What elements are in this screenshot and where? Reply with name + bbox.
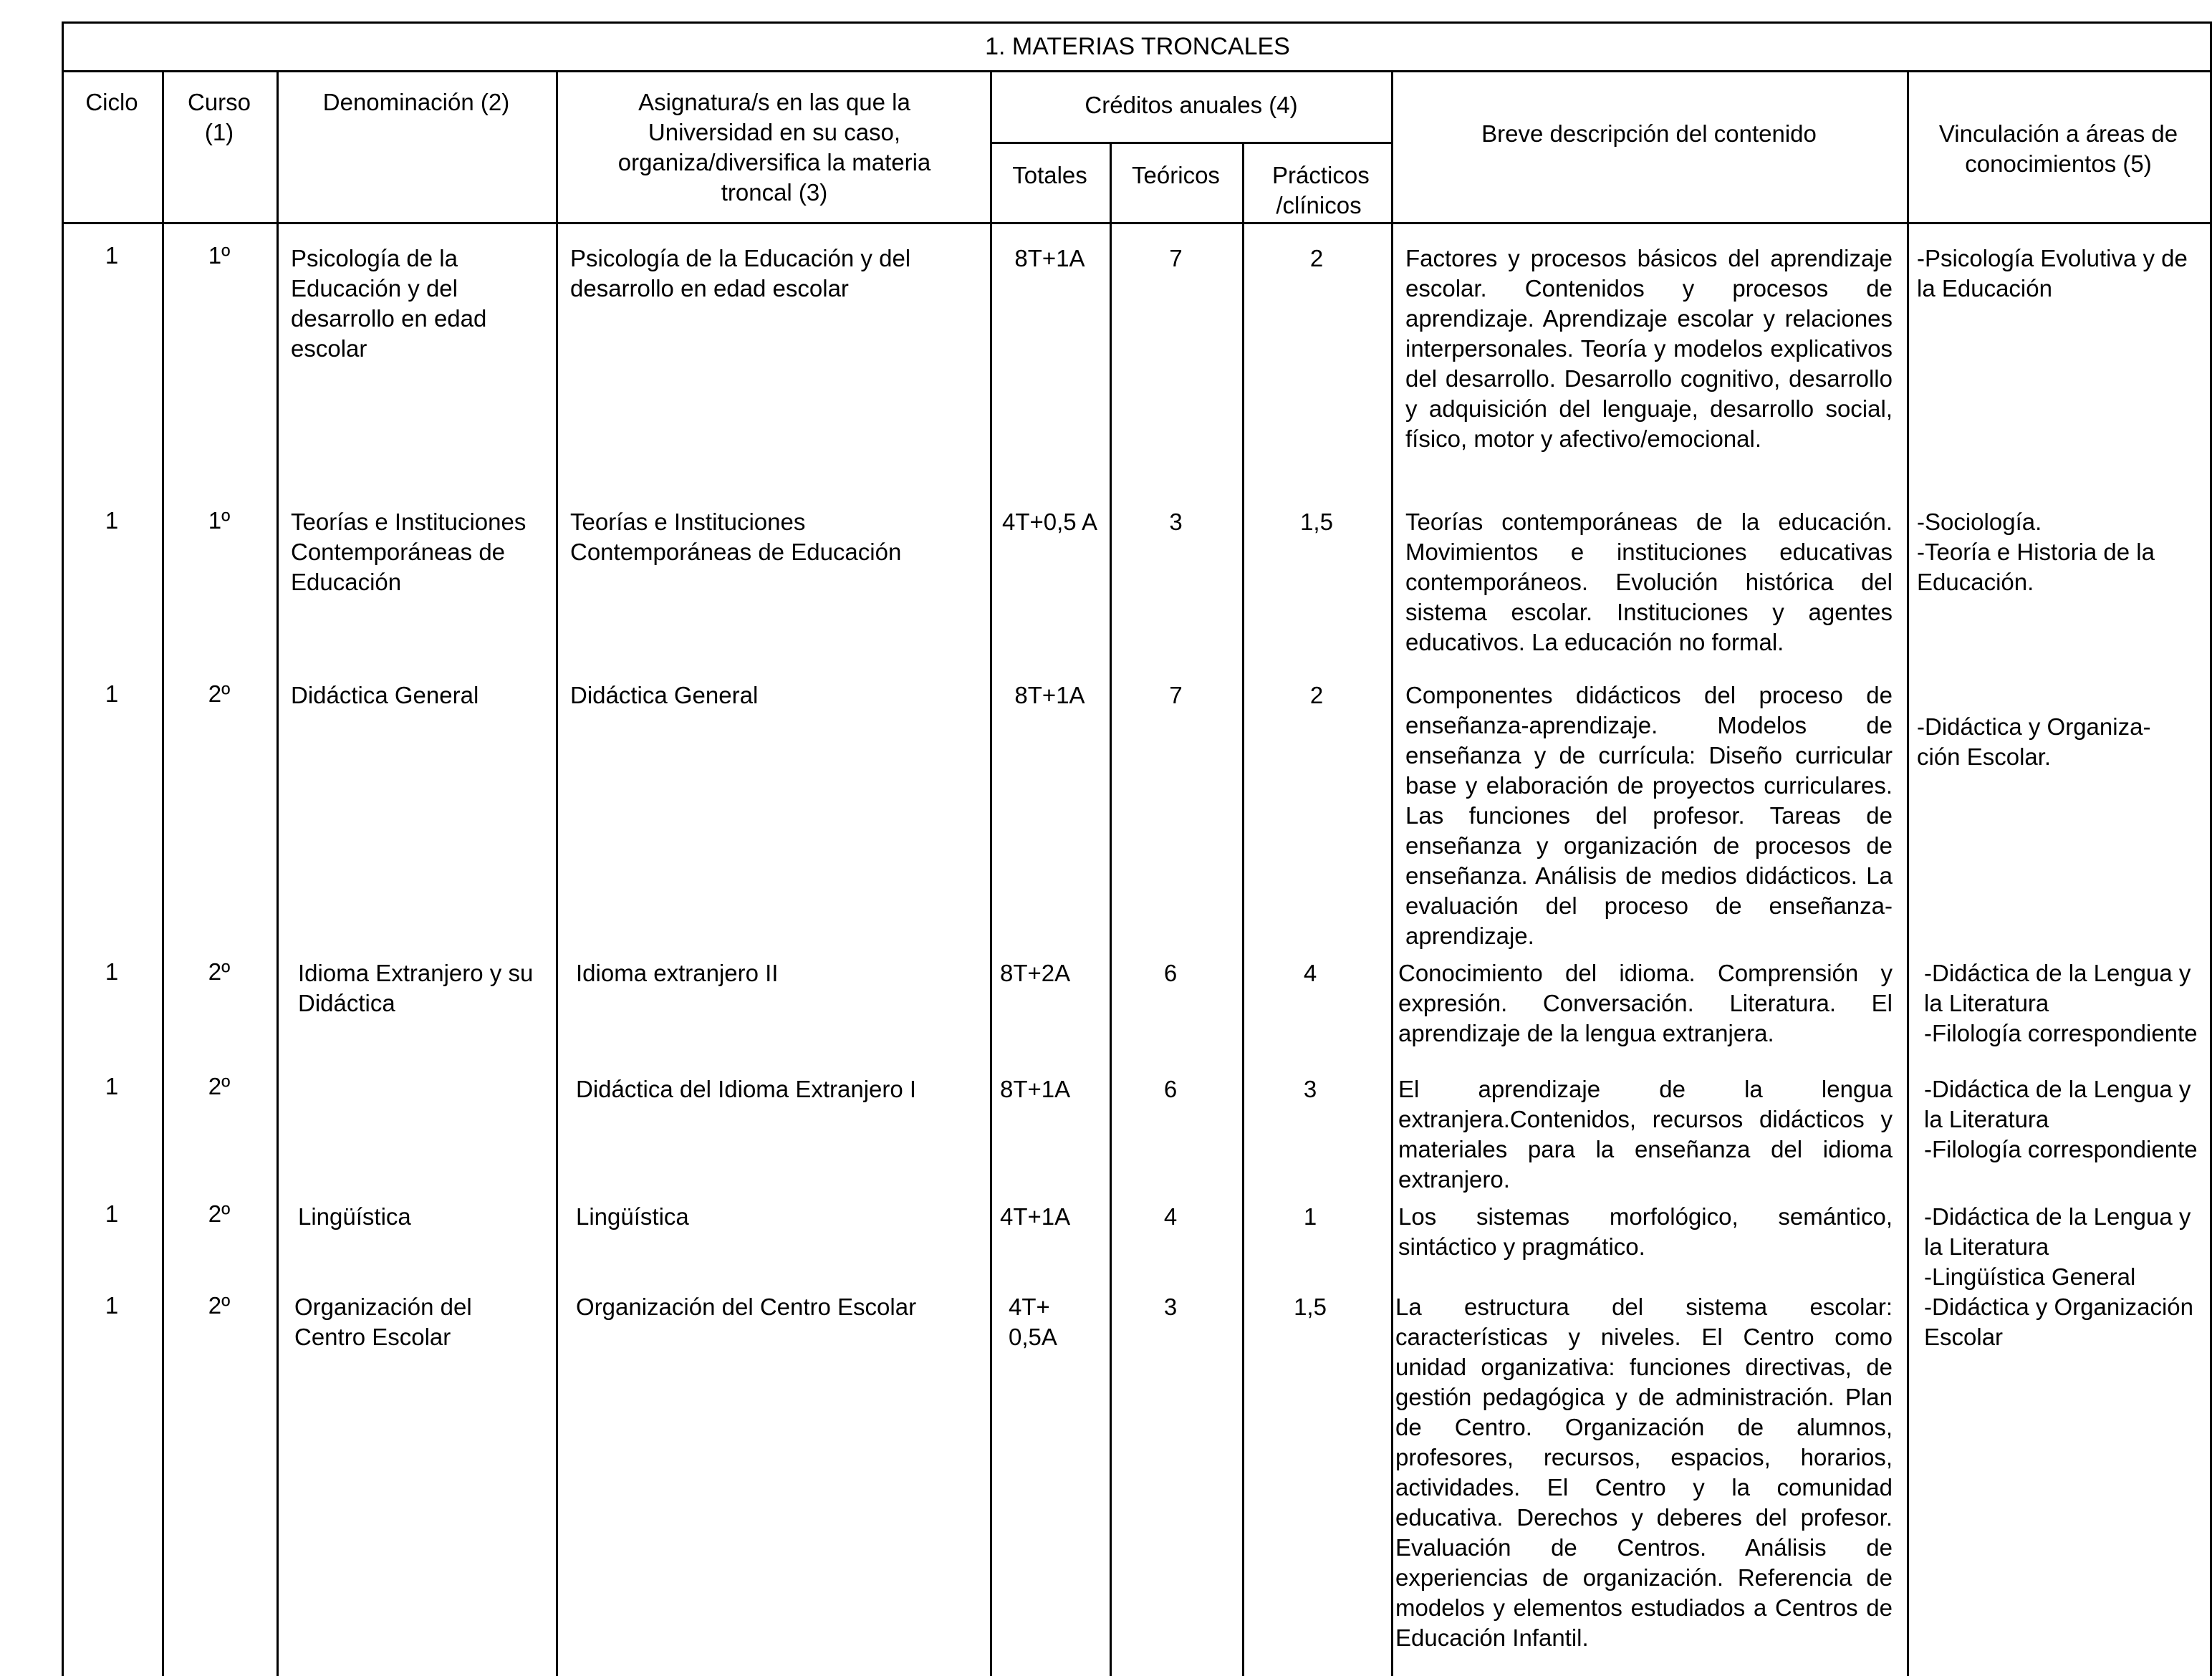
cell-practicos: 2	[1309, 682, 1324, 708]
header-teoricos: Teóricos	[1132, 162, 1220, 188]
cell-vinculacion: -Didáctica de la Lengua y la Literatura -Filología correspondiente	[1924, 960, 2198, 1046]
cell-ciclo: 1	[105, 1073, 119, 1099]
cell-vinculacion: -Didáctica de la Lengua y la Literatura -Filología correspondiente	[1924, 1076, 2198, 1162]
cell-denominacion: Psicología de la Educación y del desarrollo en edad escolar	[291, 245, 487, 362]
header-curso: Curso (1)	[187, 89, 251, 145]
cell-curso: 2º	[208, 1292, 231, 1319]
cell-denominacion: Teorías e Instituciones Contemporáneas de Educación	[291, 509, 526, 595]
cell-totales: 8T+2A	[1000, 960, 1071, 986]
cell-ciclo: 1	[105, 958, 119, 985]
cell-totales: 4T+ 0,5A	[1009, 1294, 1057, 1350]
cell-ciclo: 1	[105, 242, 119, 269]
header-asignatura: Asignatura/s en las que la Universidad en su caso, organiza/diversifica la materia troncal (3)	[617, 89, 931, 206]
cell-totales: 8T+1A	[1014, 245, 1085, 271]
cell-ciclo: 1	[105, 1292, 119, 1319]
cell-curso: 1º	[208, 507, 231, 534]
cell-denominacion: Didáctica General	[291, 682, 479, 708]
cell-denominacion: Idioma Extranjero y su Didáctica	[298, 960, 534, 1016]
header-creditos: Créditos anuales (4)	[1085, 92, 1298, 118]
cell-asignatura: Idioma extranjero II	[576, 960, 779, 986]
cell-teoricos: 7	[1169, 245, 1183, 271]
cell-curso: 2º	[208, 680, 231, 707]
cell-ciclo: 1	[105, 680, 119, 707]
cell-descripcion: Componentes didácticos del proceso de enseñanza-aprendizaje. Modelos de enseñanza y de currícula: Diseño curricular base y elaboración de proyectos curriculares. Las funciones del profesor. Tareas de enseñanza y organización de procesos de enseñanza. Análisis de medios didácticos. La evaluación del proceso de enseñanza-aprendizaje.	[1405, 682, 1893, 949]
cell-asignatura: Didáctica del Idioma Extranjero I	[576, 1076, 917, 1102]
cell-descripcion: El aprendizaje de la lengua extranjera.Contenidos, recursos didácticos y materiales para la enseñanza del idioma extranjero.	[1398, 1076, 1893, 1193]
cell-vinculacion: -Psicología Evolutiva y de la Educación	[1917, 245, 2188, 302]
cell-denominacion: Lingüística	[298, 1203, 411, 1230]
cell-practicos: 1	[1303, 1203, 1317, 1230]
cell-curso: 2º	[208, 958, 231, 985]
cell-teoricos: 7	[1169, 682, 1183, 708]
cell-descripcion: Teorías contemporáneas de la educación. Movimientos e instituciones educativas contemporáneos. Evolución histórica del sistema escolar. Instituciones y agentes educativos. La educación no formal.	[1405, 509, 1893, 655]
cell-totales: 4T+1A	[1000, 1203, 1071, 1230]
cell-teoricos: 3	[1163, 1294, 1178, 1320]
cell-asignatura: Psicología de la Educación y del desarrollo en edad escolar	[570, 245, 911, 302]
cell-practicos: 3	[1303, 1076, 1317, 1102]
cell-descripcion: La estructura del sistema escolar: características y niveles. El Centro como unidad organizativa: funciones directivas, de gestión pedagógica y de administración. Plan de Centro. Organización de alumnos, profesores, recursos, espacios, horarios, actividades. El Centro y la comunidad educativa. Derechos y deberes del profesor. Evaluación de Centros. Análisis de experiencias de organización. Referencia de modelos y elementos estudiados a Centros de Educación Infantil.	[1395, 1294, 1893, 1651]
cell-totales: 8T+1A	[1000, 1076, 1071, 1102]
cell-teoricos: 3	[1169, 509, 1183, 535]
cell-asignatura: Organización del Centro Escolar	[576, 1294, 917, 1320]
cell-vinculacion: -Didáctica y Organización Escolar	[1924, 1294, 2193, 1350]
cell-practicos: 1,5	[1294, 1294, 1327, 1320]
cell-totales: 8T+1A	[1014, 682, 1085, 708]
cell-vinculacion: -Didáctica y Organiza- ción Escolar.	[1917, 713, 2151, 770]
cell-denominacion: Organización del Centro Escolar	[294, 1294, 472, 1350]
header-vinculacion: Vinculación a áreas de conocimientos (5)	[1938, 120, 2178, 177]
cell-teoricos: 4	[1163, 1203, 1178, 1230]
header-totales: Totales	[1012, 162, 1087, 188]
cell-curso: 1º	[208, 242, 231, 269]
cell-asignatura: Teorías e Instituciones Contemporáneas de Educación	[570, 509, 902, 565]
cell-descripcion: Los sistemas morfológico, semántico, sintáctico y pragmático.	[1398, 1203, 1893, 1260]
cell-practicos: 4	[1303, 960, 1317, 986]
cell-vinculacion: -Sociología. -Teoría e Historia de la Educación.	[1917, 509, 2155, 595]
cell-curso: 2º	[208, 1200, 231, 1227]
header-descripcion: Breve descripción del contenido	[1481, 120, 1817, 147]
cell-asignatura: Lingüística	[576, 1203, 689, 1230]
cell-vinculacion: -Didáctica de la Lengua y la Literatura -Lingüística General	[1924, 1203, 2191, 1290]
header-ciclo: Ciclo	[85, 89, 138, 115]
header-practicos: Prácticos /clínicos	[1272, 162, 1370, 218]
cell-ciclo: 1	[105, 507, 119, 534]
cell-descripcion: Factores y procesos básicos del aprendizaje escolar. Contenidos y procesos de aprendizaje. Aprendizaje escolar y relaciones interpersonales. Teoría y modelos explicativos del desarrollo. Desarrollo cognitivo, desarrollo y adquisición del lenguaje, desarrollo social, físico, motor y afectivo/emocional.	[1405, 245, 1893, 452]
cell-teoricos: 6	[1163, 1076, 1178, 1102]
cell-teoricos: 6	[1163, 960, 1178, 986]
cell-ciclo: 1	[105, 1200, 119, 1227]
table-title: 1. MATERIAS TRONCALES	[985, 33, 1290, 60]
cell-practicos: 1,5	[1300, 509, 1333, 535]
header-denominacion: Denominación (2)	[322, 89, 510, 115]
cell-asignatura: Didáctica General	[570, 682, 759, 708]
cell-totales: 4T+0,5 A	[1001, 509, 1097, 535]
materias-troncales-table	[62, 21, 2212, 1676]
cell-curso: 2º	[208, 1073, 231, 1099]
cell-practicos: 2	[1309, 245, 1324, 271]
cell-descripcion: Conocimiento del idioma. Comprensión y expresión. Conversación. Literatura. El aprendizaje de la lengua extranjera.	[1398, 960, 1893, 1046]
